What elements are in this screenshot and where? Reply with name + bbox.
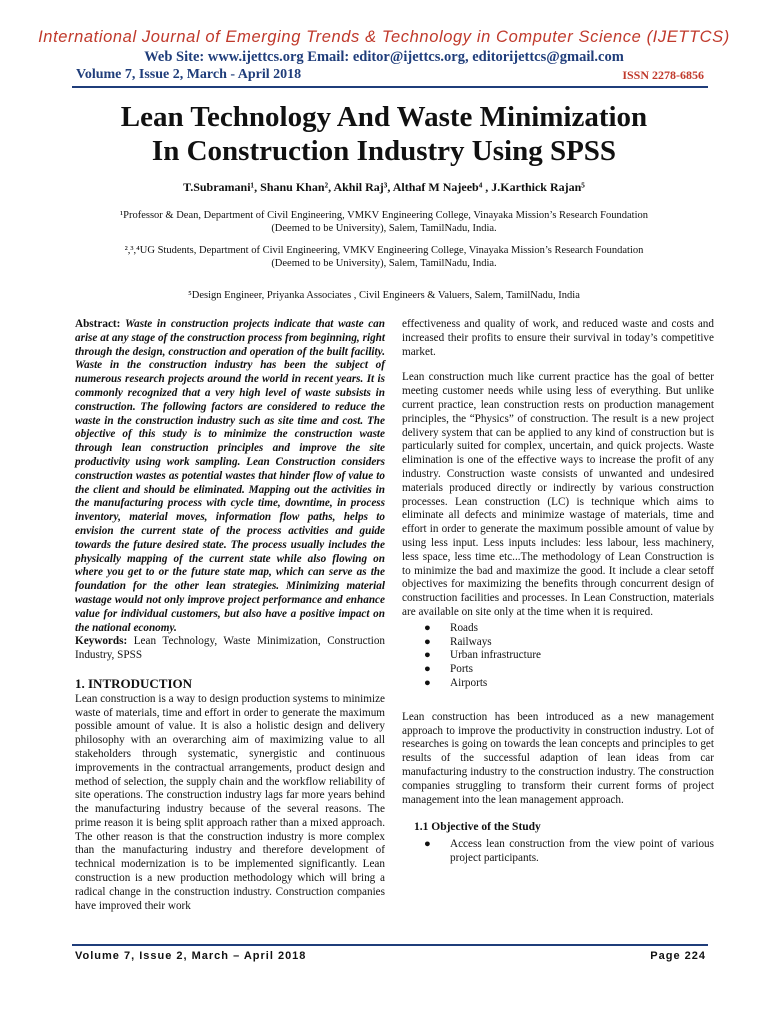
management-approach-paragraph: Lean construction has been introduced as a new management approach to improve the productivity in construction industry. Lot of researches is going on towards the lean concepts and principles to get results of the successful adaption of lean ideas from car manufacturing industry to the construction industry. The construction companies struggling to transform their current forms of project management into the lean management approach. <box>402 710 714 806</box>
author-list: T.Subramani¹, Shanu Khan², Akhil Raj³, Althaf M Najeeb⁴ , J.Karthick Rajan⁵ <box>183 180 585 194</box>
right-column <box>402 318 714 866</box>
list-item <box>402 677 714 691</box>
affiliation-1 <box>80 209 688 235</box>
page-number: Page 224 <box>650 950 706 962</box>
introduction-paragraph: Lean construction is a way to design production systems to minimize waste of materials, time and effort in order to generate the maximum possible amount of value. It is also a holistic design and delivery philosophy with an overarching aim of maximizing value to all stakeholders through systematic, synergistic and continuous improvements in the contractual arrangements, product design and method of selection, the supply chain and the workflow reliability of site operations. The construction industry lags far more years behind the manufacturing industry because of the several reasons. The prime reason it is being split approach rather than a mixed approach. The other reason is that the construction industry is more complex than the manufacturing industry and therefore development of technical modernization is to be implemented significantly. Lean construction is a new production methodology which will bring a radical change in the construction industry. Construction companies have improved their work <box>75 692 385 912</box>
lean-construction-paragraph: Lean construction much like current practice has the goal of better meeting customer needs while using less of everything. But unlike current practice, lean construction rests on production management principles, the “Physics” of construction. The result is a new project delivery system that can be applied to any kind of construction but is particularly suited for complex, uncertain, and quick projects. Waste elimination is one of the effective ways to increase the profit of any industry. Construction waste consists of unwanted and undesired materials produced directly or indirectly by various construction processes. Lean construction (LC) is technique which aims to eliminate all defects and minimize wastage of materials, time and effort in order to generate the maximum possible amount of value by using less input. Less inputs includes: less labour, less machinery, less space, less time etc...The methodology of Lean Construction is to minimize the bad and maximize the good. It include a clear setoff objectives for maximizing the benefits through concurrent design of construction facilities and processes. In Lean Construction, materials are available on site only at the time when it is required. <box>402 371 714 618</box>
list-item <box>402 622 714 636</box>
footer-volume: Volume 7, Issue 2, March – April 2018 <box>75 950 307 962</box>
list-item-label: Urban infrastructure <box>450 649 542 662</box>
bullet-icon: ● <box>424 663 431 676</box>
journal-name: International Journal of Emerging Trends & Technology in Computer Science (IJETTCS) <box>38 28 730 46</box>
paper-title <box>60 100 708 168</box>
list-item-label: Railways <box>450 635 492 648</box>
abstract <box>75 318 385 635</box>
journal-volume: Volume 7, Issue 2, March - April 2018 <box>76 67 302 82</box>
footer-rule <box>72 944 708 946</box>
abstract-text: Waste in construction projects indicate that waste can arise at any stage of the construction process from beginning, right through the design, construction and operation of the built facility. Waste in the construction industry has been the subject of numerous research projects around the world in recent years. It is commonly recognized that a very high level of waste subsists in construction. The following factors are considered to reduce the waste in the construction industry such as site time and cost. The objective of this study is to minimize the construction waste through lean construction principles and improve the site productivity using work sampling. Lean Construction considers construction wastes as potential wastes that hinder flow of value to the client and should be eliminated. Mapping out the activities in the manufacturing process with cycle time, downtime, in process inventory, material moves, information flow paths, helps to envision the current state of the process activities and guide towards the future desired state. The process usually includes the physically mapping of the current state while also flowing on where you get to or the future state map, which can serve as the foundation for the other lean strategies. Minimizing material wastage would not only improve project performance and enhance value for individual customers, but also have a positive impact on the national economy. <box>75 318 385 634</box>
objective-list <box>402 838 714 866</box>
bullet-icon: ● <box>424 676 431 689</box>
bullet-icon: ● <box>424 635 431 648</box>
bullet-icon: ● <box>424 649 431 662</box>
introduction-heading: 1. INTRODUCTION <box>75 675 193 691</box>
journal-issn: ISSN 2278-6856 <box>622 68 704 82</box>
affiliation-2-line-1: ²,³,⁴UG Students, Department of Civil Engineering, VMKV Engineering College, Vinayaka Mission’s Research Foundation <box>124 245 644 256</box>
affiliation-1-line-1: ¹Professor & Dean, Department of Civil Engineering, VMKV Engineering College, Vinayaka Mission’s Research Foundation <box>119 210 648 221</box>
continued-paragraph: effectiveness and quality of work, and reduced waste and costs and increased their profits to ensure their survival in today’s competitive market. <box>402 318 714 358</box>
list-item <box>402 636 714 650</box>
affiliation-2-line-2: (Deemed to be University), Salem, TamilNadu, India. <box>271 258 497 269</box>
title-line-2: In Construction Industry Using SPSS <box>151 135 617 167</box>
left-column <box>75 318 385 913</box>
objective-heading: 1.1 Objective of the Study <box>414 821 541 834</box>
list-item-label: Access lean construction from the view point of various project participants. <box>450 838 714 864</box>
list-item <box>402 649 714 663</box>
keywords-text: Lean Technology, Waste Minimization, Construction Industry, SPSS <box>75 635 386 662</box>
list-item-label: Roads <box>450 621 478 634</box>
title-line-1: Lean Technology And Waste Minimization <box>120 101 648 133</box>
bullet-icon: ● <box>424 838 431 851</box>
list-item <box>402 838 714 866</box>
bullet-icon: ● <box>424 621 431 634</box>
list-item-label: Ports <box>450 663 474 676</box>
journal-website: Web Site: www.ijettcs.org Email: editor@ijettcs.org, editorijettcs@gmail.com <box>144 49 624 65</box>
affiliation-3: ⁵Design Engineer, Priyanka Associates , Civil Engineers & Valuers, Salem, TamilNadu, India <box>188 290 580 301</box>
abstract-label: Abstract: <box>75 318 121 330</box>
affiliation-1-line-2: (Deemed to be University), Salem, TamilNadu, India. <box>271 223 497 234</box>
list-item <box>402 663 714 677</box>
header-rule <box>72 86 708 88</box>
keywords-label: Keywords: <box>75 635 128 648</box>
affiliation-2 <box>80 244 688 270</box>
keywords <box>75 635 385 663</box>
list-item-label: Airports <box>450 676 488 689</box>
infrastructure-list <box>402 622 714 691</box>
